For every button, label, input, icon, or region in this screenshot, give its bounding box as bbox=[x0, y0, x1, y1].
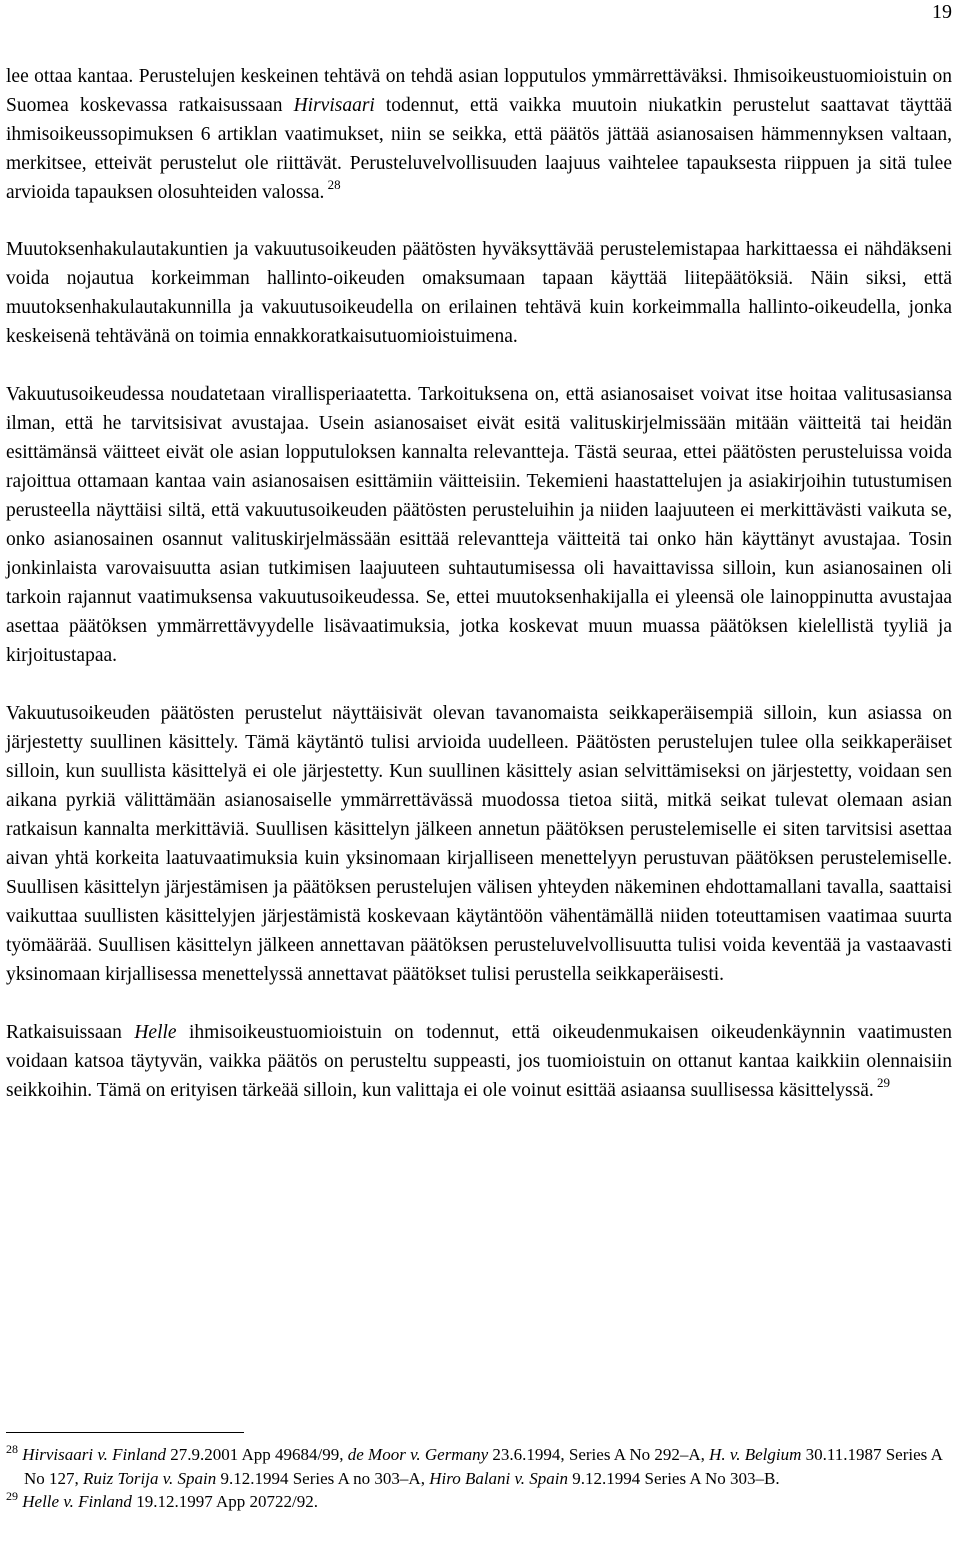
text-run: 27.9.2001 App 49684/99, bbox=[165, 1445, 348, 1464]
page-number: 19 bbox=[932, 1, 952, 23]
footnote-ref: 29 bbox=[6, 1489, 18, 1503]
text-run: Ratkaisuissaan bbox=[6, 1022, 135, 1043]
italic-text: Helle bbox=[134, 1022, 177, 1043]
text-run: Vakuutusoikeuden päätösten perustelut näyttäisivät olevan tavanomaista seikkaperäisempiä silloin, kun asiassa on järjestetty suullinen käsittely. Tämä käytäntö tulisi arvioida uudelleen. Päätösten perustelujen tulee olla seikkaperäiset silloin, kun suullista käsittelyä ei ole järjestetty. Kun suullinen käsittely asian selvittämiseksi on järjestetty, voidaan sen aikana pyrkiä välittämään asianosaiselle ymmärrettävässä muodossa tietoa siitä, mitkä seikat tulevat olemaan asian ratkaisun kannalta merkittäviä. Suullisen käsittelyn jälkeen annetun päätöksen perustelemiselle ei siten tarvitsisi asettaa aivan yhtä korkeita laatuvaatimuksia kuin yksinomaan kirjalliseen menettelyyn perustuvan päätöksen perustelemiselle. Suullisen käsittelyn järjestämisen ja päätöksen perustelujen välisen yhteyden näkeminen ehdottamallani tavalla, saattaisi vaikuttaa suullisten käsittelyjen järjestämistä koskevaan käytäntöön vähentämällä niiden toteuttamisen vaatimaa suurta työmäärää. Suullisen käsittelyn jälkeen annettavan päätöksen perusteluvelvollisuutta tulisi voida keventää ja vastaavasti yksinomaan kirjallisessa menettelyssä annettavat päätökset tulisi perustella seikkaperäisesti. bbox=[6, 703, 952, 985]
italic-text: Helle v. Finland bbox=[22, 1492, 132, 1511]
footnote-ref: 29 bbox=[873, 1075, 890, 1090]
paragraph bbox=[6, 380, 952, 670]
text-run: 9.12.1994 Series A no 303–A, bbox=[216, 1468, 430, 1488]
paragraph bbox=[6, 235, 952, 351]
italic-text: H. v. Belgium bbox=[709, 1445, 802, 1464]
text-run: Muutoksenhakulautakuntien ja vakuutusoikeuden päätösten hyväksyttävää perustelemistapaa harkittaessa ei nähdäkseni voida nojautua korkeimman hallinto-oikeuden omaksumaan tapaan käyttää liitepäätöksiä. Näin siksi, että muutoksenhakulautakunnilla ja vakuutusoikeudella on erilainen tehtävä kuin korkeimmalla hallinto-oikeudella, jonka keskeisenä tehtävänä on toimia ennakkoratkaisutuomioistuimena. bbox=[6, 239, 952, 347]
text-run: 9.12.1994 Series A No 303–B. bbox=[568, 1468, 780, 1488]
text-run: 19.12.1997 App 20722/92. bbox=[131, 1492, 318, 1511]
text-run: todennut, että vaikka muutoin niukatkin perustelut saattavat täyttää ihmisoikeussopimuksen 6 artiklan vaatimukset, niin se seikka, että päätös jättää asianosaisen hämmennyksen valtaan, merkitsee, etteivät perustelut ole riittävät. Perusteluvelvollisuuden laajuus vaihtelee tapauksesta riippuen ja sitä tulee arvioida tapauksen olosuhteiden valossa. bbox=[6, 95, 952, 203]
text-run: 30.11.1987 Series A No 127, bbox=[24, 1445, 942, 1488]
footnotes bbox=[6, 1443, 952, 1514]
text-run: lee ottaa kantaa. Perustelujen keskeinen tehtävä on tehdä asian lopputulos ymmärrettäväksi. Ihmisoikeustuomioistuin on Suomea koskevassa ratkaisussaan bbox=[6, 66, 952, 116]
text-run: Vakuutusoikeudessa noudatetaan virallisperiaatetta. Tarkoituksena on, että asianosaiset voivat itse hoitaa valitusasiansa ilman, että he tarvitsisivat avustajaa. Usein asianosaiset eivät esitä valituskirjelmissään mitään väitteitä tai heidän esittämänsä väitteet eivät ole asian lopputuloksen kannalta relevantteja. Tästä seuraa, ettei päätösten perusteluissa voida rajoittua ottamaan kantaa vain asianosaisen esittämiin väitteisiin. Tekemieni haastattelujen ja asiakirjoihin tutustumisen perusteella näyttäisi siltä, että vakuutusoikeuden päätösten perusteluihin ja niiden laajuuteen ei merkittävästi vaikuta se, onko asianosainen osannut valituskirjelmässään esittää relevantteja väitteitä tai onko hän käyttänyt avustajaa. Tosin jonkinlaista varovaisuutta asian tutkimisen laajuuteen suhtautumisessa oli havaittavissa silloin, kun asianosainen oli tarkoin rajannut vaatimuksensa vakuutusoikeudessa. Se, ettei muutoksenhakijalla ei yleensä ole lainoppinutta avustajaa asettaa päätöksen ymmärrettävyydelle lisävaatimuksia, jotka koskevat muun muassa päätöksen kielellistä tyyliä ja kirjoitustapaa. bbox=[6, 384, 952, 666]
footnote-ref: 28 bbox=[324, 177, 341, 192]
footnote bbox=[6, 1490, 952, 1514]
paragraph bbox=[6, 1018, 952, 1105]
footnote bbox=[6, 1443, 952, 1490]
text-run: ihmisoikeustuomioistuin on todennut, että oikeudenmukaisen oikeudenkäynnin vaatimusten voidaan katsoa täytyvän, vaikka päätös on perusteltu suppeasti, jos tuomioistuin on ottanut kantaa kaikkiin olennaisiin seikkoihin. Tämä on erityisen tärkeää silloin, kun valittaja ei ole voinut esittää asiaansa suullisessa käsittelyssä. bbox=[6, 1022, 952, 1101]
italic-text: Hirvisaari bbox=[293, 95, 375, 116]
text-run: 23.6.1994, Series A No 292–A, bbox=[488, 1445, 710, 1464]
italic-text: Ruiz Torija v. Spain bbox=[83, 1468, 217, 1488]
italic-text: Hiro Balani v. Spain bbox=[429, 1468, 569, 1488]
body-text bbox=[6, 62, 952, 1105]
footnote-divider bbox=[6, 1432, 244, 1433]
paragraph bbox=[6, 699, 952, 989]
italic-text: de Moor v. Germany bbox=[347, 1445, 489, 1464]
italic-text: Hirvisaari v. Finland bbox=[22, 1445, 166, 1464]
paragraph bbox=[6, 62, 952, 207]
footnote-ref: 28 bbox=[6, 1442, 18, 1456]
